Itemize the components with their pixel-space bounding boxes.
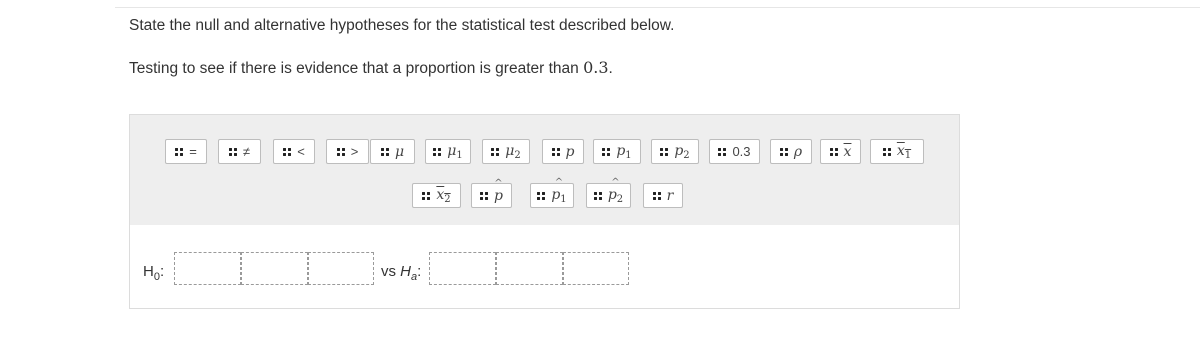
drag-handle-icon: [491, 148, 499, 156]
drag-handle-icon: [594, 192, 602, 200]
tile-symbol: p ^ $_1$: [551, 176, 567, 205]
drag-handle-icon: [718, 148, 726, 156]
hat-accent: ^: [494, 177, 503, 189]
ha-label: vs $H_a$:: [381, 263, 422, 283]
tile-symbol: $\mu_1$: [447, 142, 463, 161]
question-end: .: [608, 60, 613, 77]
h0-label: $H_0$:: [143, 263, 165, 283]
tile-rho[interactable]: [770, 139, 812, 164]
drag-handle-icon: [830, 148, 838, 156]
tile-xbar[interactable]: [820, 139, 861, 164]
instruction-text: State the null and alternative hypotheses for the statistical test described below.: [129, 17, 675, 34]
tile-equals[interactable]: [165, 139, 207, 164]
tile-symbol: p: [565, 143, 575, 160]
tile-less-than[interactable]: [273, 139, 315, 164]
tile-xbar2[interactable]: [412, 183, 461, 208]
tile-symbol: =: [189, 144, 197, 159]
tile-symbol: p ^: [494, 177, 503, 204]
drag-handle-icon: [883, 148, 891, 156]
tile-symbol: p ^ $_2$: [607, 176, 624, 205]
drag-handle-icon: [602, 148, 610, 156]
tile-0-3[interactable]: [709, 139, 760, 164]
tile-phat[interactable]: [471, 177, 512, 208]
tile-symbol: $p_2$: [674, 142, 690, 161]
tile-symbol: <: [297, 144, 305, 159]
drag-handle-icon: [480, 192, 488, 200]
hat-accent: ^: [611, 176, 620, 188]
drag-handle-icon: [283, 148, 291, 156]
symbol-palette: [129, 114, 960, 225]
hat-accent: ^: [554, 176, 564, 188]
tile-symbol: 0.3: [732, 144, 751, 159]
ha-slot-3[interactable]: [563, 252, 629, 285]
drag-handle-icon: [780, 148, 788, 156]
tile-r[interactable]: [643, 183, 683, 208]
question-body: Testing to see if there is evidence that a proportion is greater than: [129, 60, 584, 77]
tile-phat1[interactable]: [530, 176, 574, 208]
tile-p1[interactable]: [593, 139, 641, 164]
tile-symbol: $\overline{x}$: [843, 143, 852, 160]
drag-handle-icon: [381, 148, 389, 156]
tile-symbol: $\mu_2$: [505, 142, 521, 161]
tile-symbol: $x_2$: [436, 186, 451, 205]
drag-handle-icon: [660, 148, 668, 156]
drag-handle-icon: [229, 148, 237, 156]
h0-slot-2[interactable]: [241, 252, 308, 285]
tile-symbol: μ: [394, 143, 405, 160]
drag-handle-icon: [175, 148, 183, 156]
ha-slot-1[interactable]: [429, 252, 496, 285]
question-value: 0.3: [583, 58, 609, 77]
drag-handle-icon: [537, 192, 545, 200]
question-text: [129, 58, 613, 78]
tile-symbol: ≠: [242, 144, 251, 159]
tile-mu1[interactable]: [425, 139, 471, 164]
drag-handle-icon: [433, 148, 441, 156]
top-divider: [115, 7, 1200, 8]
tile-symbol: ρ: [793, 143, 803, 160]
tile-symbol: >: [350, 144, 359, 159]
h0-slot-3[interactable]: [308, 252, 374, 285]
drag-handle-icon: [337, 148, 345, 156]
tile-mu2[interactable]: [482, 139, 530, 164]
tile-symbol: $p_1$: [616, 142, 632, 161]
tile-p2[interactable]: [651, 139, 699, 164]
tile-not-equals[interactable]: [218, 139, 261, 164]
tile-xbar1[interactable]: [870, 139, 924, 164]
tile-greater-than[interactable]: [326, 139, 369, 164]
tile-p[interactable]: [542, 139, 584, 164]
tile-symbol: $x_1$: [896, 142, 912, 161]
drag-handle-icon: [653, 192, 661, 200]
h0-slot-1[interactable]: [174, 252, 241, 285]
ha-slot-2[interactable]: [496, 252, 563, 285]
tile-mu[interactable]: [370, 139, 415, 164]
tile-phat2[interactable]: [586, 176, 631, 208]
tile-symbol: r: [666, 187, 674, 204]
drag-handle-icon: [552, 148, 560, 156]
drag-handle-icon: [422, 192, 430, 200]
